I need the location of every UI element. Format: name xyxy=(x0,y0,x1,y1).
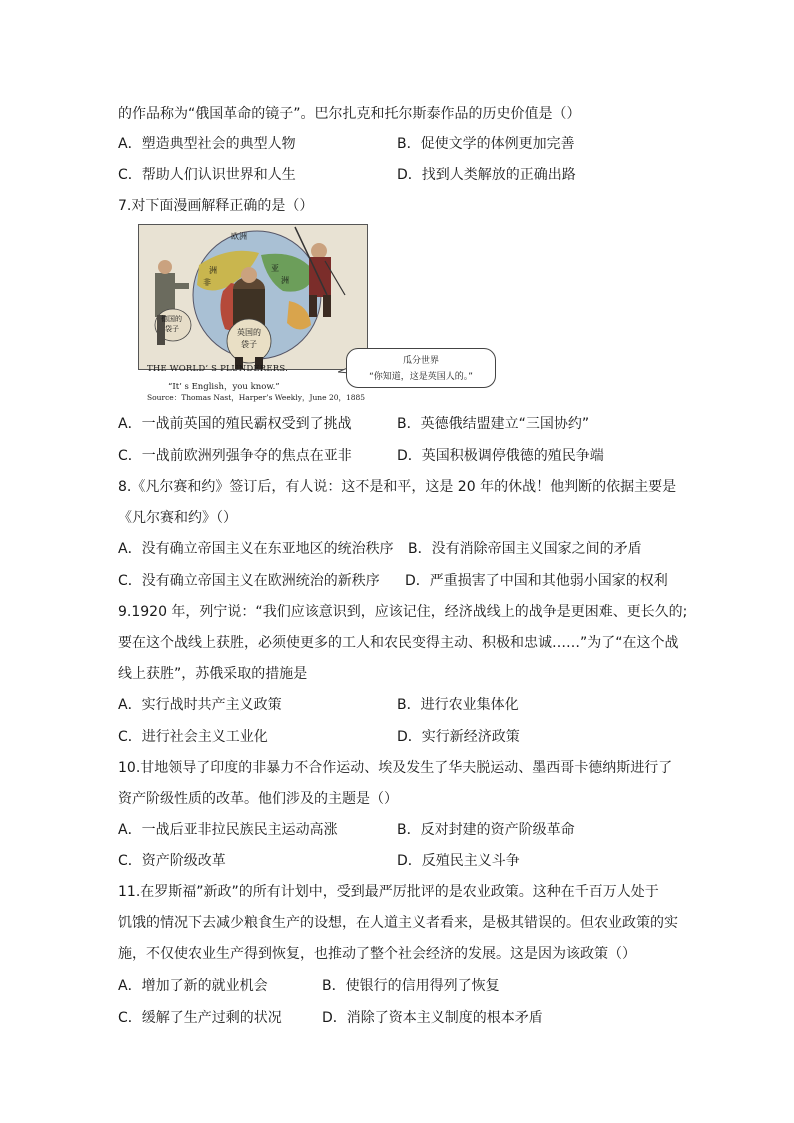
question-9-stem-line-1: 9.1920 年，列宁说：“我们应该意识到，应该记住，经济战线上的战争是更困难、更长久的; xyxy=(118,604,688,620)
q8-option-d: D．严重损害了中国和其他弱小国家的权利 xyxy=(405,573,668,589)
q10-option-b: B．反对封建的资产阶级革命 xyxy=(397,822,575,838)
q6-option-a: A．塑造典型社会的典型人物 xyxy=(118,136,296,152)
q11-option-b: B．使银行的信用得列了恢复 xyxy=(322,978,500,994)
cartoon-drawing xyxy=(139,225,367,369)
speech-bubble-line-1: 瓜分世界 xyxy=(402,356,439,366)
question-6-stem-tail: 的作品称为“俄国革命的镜子”。巴尔扎克和托尔斯泰作品的历史价值是（） xyxy=(118,106,581,122)
q7-option-d: D．英国积极调停俄德的殖民争端 xyxy=(397,448,604,464)
q8-option-b: B．没有消除帝国主义国家之间的矛盾 xyxy=(408,541,642,557)
label-british-bag-1: 英国的 xyxy=(237,328,261,337)
speech-bubble xyxy=(346,348,496,388)
label-asia-2: 洲 xyxy=(281,276,289,285)
q10-option-c: C．资产阶级改革 xyxy=(118,853,226,869)
plunderers-cartoon xyxy=(138,224,368,370)
label-british-bag-2: 袋子 xyxy=(241,340,257,349)
q7-option-a: A．一战前英国的殖民霸权受到了挑战 xyxy=(118,416,352,432)
question-11-stem-line-2: 饥饿的情况下去减少粮食生产的设想，在人道主义者看来，是极其错误的。但农业政策的实 xyxy=(118,915,678,931)
q9-option-c: C．进行社会主义工业化 xyxy=(118,729,268,745)
question-11-stem-line-1: 11.在罗斯福”新政”的所有计划中，受到最严厉批评的是农业政策。这种在千百万人处于 xyxy=(118,884,659,900)
q8-option-c: C．没有确立帝国主义在欧洲统治的新秩序 xyxy=(118,573,380,589)
q11-option-d: D．消除了资本主义制度的根本矛盾 xyxy=(322,1010,543,1026)
question-8-stem-line-1: 8.《凡尔赛和约》签订后，有人说：这不是和平，这是 20 年的休战！他判断的依据主要是 xyxy=(118,479,677,495)
question-8-stem-line-2: 《凡尔赛和约》（） xyxy=(118,510,237,526)
q10-option-a: A．一战后亚非拉民族民主运动高涨 xyxy=(118,822,338,838)
label-asia-1: 亚 xyxy=(271,264,279,273)
q11-option-c: C．缓解了生产过剩的状况 xyxy=(118,1010,282,1026)
q7-option-c: C．一战前欧洲列强争夺的焦点在亚非 xyxy=(118,448,352,464)
q9-option-a: A．实行战时共产主义政策 xyxy=(118,697,282,713)
label-german-bag-2: 袋子 xyxy=(165,325,179,333)
question-9-stem-line-2: 要在这个战线上获胜，必须使更多的工人和农民变得主动、积极和忠诚……”为了“在这个战 xyxy=(118,635,679,651)
question-10-stem-line-1: 10.甘地领导了印度的非暴力不合作运动、埃及发生了华夫脱运动、墨西哥卡德纳斯进行了 xyxy=(118,760,673,776)
q6-option-c: C．帮助人们认识世界和人生 xyxy=(118,167,296,183)
q11-option-a: A．增加了新的就业机会 xyxy=(118,978,268,994)
cartoon-caption-quote: “It’ s English，you know.” xyxy=(168,382,280,392)
label-africa-2: 非 xyxy=(203,278,211,287)
q10-option-d: D．反殖民主义斗争 xyxy=(397,853,520,869)
question-10-stem-line-2: 资产阶级性质的改革。他们涉及的主题是（） xyxy=(118,791,398,807)
cartoon-caption-title: THE WORLD’ S PLUNDERERS. xyxy=(147,364,289,374)
label-europe: 欧洲 xyxy=(231,232,247,241)
q6-option-d: D．找到人类解放的正确出路 xyxy=(397,167,576,183)
cartoon-caption-source: Source：Thomas Nast，Harper’s Weekly，June 20，1885 xyxy=(147,393,366,402)
question-7-stem: 7.对下面漫画解释正确的是（） xyxy=(118,198,314,214)
q9-option-d: D．实行新经济政策 xyxy=(397,729,520,745)
label-german-bag-1: 德国的 xyxy=(161,315,182,323)
q8-option-a: A．没有确立帝国主义在东亚地区的统治秩序 xyxy=(118,541,394,557)
q9-option-b: B．进行农业集体化 xyxy=(397,697,519,713)
q7-option-b: B．英德俄结盟建立“三国协约” xyxy=(397,416,590,432)
question-9-stem-line-3: 线上获胜”，苏俄采取的措施是 xyxy=(118,666,308,682)
speech-bubble-line-2: “你知道，这是英国人的。” xyxy=(369,372,473,382)
label-africa-1: 洲 xyxy=(209,266,217,275)
q6-option-b: B．促使文学的体例更加完善 xyxy=(397,136,575,152)
question-11-stem-line-3: 施，不仅使农业生产得到恢复，也推动了整个社会经济的发展。这是因为该政策（） xyxy=(118,946,636,962)
